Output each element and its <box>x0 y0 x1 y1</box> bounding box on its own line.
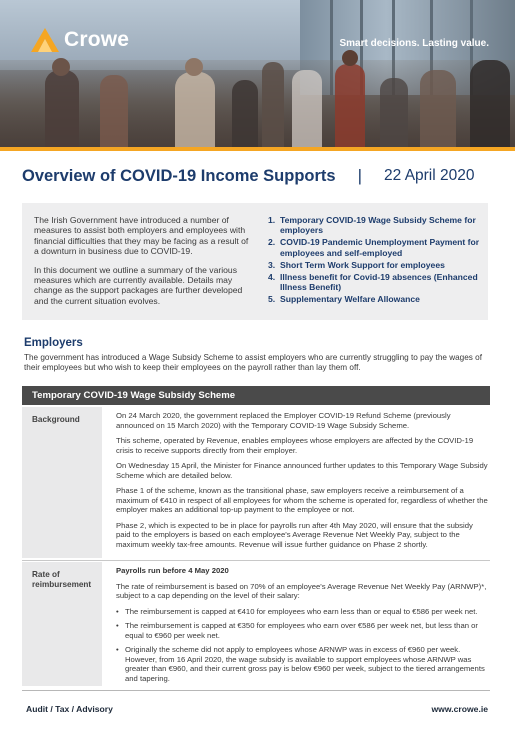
scheme-title-band <box>22 386 490 405</box>
footer-website-link[interactable]: www.crowe.ie <box>431 704 488 714</box>
page-title: Overview of COVID-19 Income Supports <box>22 166 336 185</box>
employers-intro: The government has introduced a Wage Subsidy Scheme to assist employers who are currently struggling to pay the wages of their employees but who wish to keep their employees on the payroll rather than lay them off. <box>24 353 482 373</box>
intro-text <box>34 215 249 314</box>
scheme-title: Temporary COVID-19 Wage Subsidy Scheme <box>32 390 236 401</box>
reimbursement-paragraph: The rate of reimbursement is based on 70% of an employee's Average Revenue Net Weekly Pay (ARNWP)*, subject to a cap depending on the level of their salary: <box>116 581 487 600</box>
background-paragraph: Phase 1 of the scheme, known as the transitional phase, saw employers receive a reimbursement of a maximum of €410 in respect of all employees for whom the scheme is operated for, regardless of whether the employer makes an additional top-up payment to the employee or not. <box>116 486 488 514</box>
crowe-logo-icon <box>30 27 60 53</box>
reimbursement-label: Rate of reimbursement <box>32 570 92 589</box>
reimbursement-bullets <box>116 607 488 684</box>
measure-item: 1. Temporary COVID-19 Wage Subsidy Scheme for employers <box>268 215 476 236</box>
bullet-item: • The reimbursement is capped at €410 for employees who earn less than or equal to €586 per week net. <box>116 607 488 617</box>
title-separator: | <box>357 166 362 185</box>
background-paragraph: Phase 2, which is expected to be in place for payrolls run after 4th May 2020, will ensure that the subsidy paid to the employers is based on each employee's Average Revenue Net Weekly Pay, subject to the maximum weekly tax-free amounts. Revenue will issue further guidance on Phase 2 shortly. <box>116 520 473 549</box>
crowe-logo[interactable] <box>30 27 129 53</box>
measure-item: 4. Illness benefit for Covid-19 absences (Enhanced Illness Benefit) <box>268 272 478 293</box>
brand-name: Crowe <box>64 28 130 51</box>
background-label: Background <box>32 415 80 424</box>
row-divider <box>22 560 490 561</box>
bullet-item: • Originally the scheme did not apply to employees whose ARNWP was in excess of €960 per week. However, from 16 April 2020, the wage subsidy is available to support employees whose ARNWP was greater than €960, and their current gross pay is below €960 per week, subject to the tiered arrangements and tapering. <box>116 645 488 683</box>
title-row <box>22 166 492 186</box>
reimbursement-subheading: Payrolls run before 4 May 2020 <box>116 566 229 575</box>
measure-item: 5. Supplementary Welfare Allowance <box>268 294 420 305</box>
reimbursement-label-cell <box>22 562 102 686</box>
background-content <box>116 411 488 555</box>
background-paragraph: On Wednesday 15 April, the Minister for Finance announced further updates to this Temporary Wage Subsidy Scheme which are detailed below. <box>116 461 488 480</box>
employers-heading: Employers <box>24 337 83 349</box>
background-paragraph: This scheme, operated by Revenue, enables employees whose employers are affected by the COVID-19 crisis to receive supports directly from their employer. <box>116 436 474 455</box>
hero-accent-bar <box>0 147 515 151</box>
hero-banner-image <box>0 0 515 149</box>
intro-box <box>22 203 488 320</box>
footer-services: Audit / Tax / Advisory <box>26 704 113 714</box>
measure-item: 2. COVID-19 Pandemic Unemployment Payment for employees and self-employed <box>268 237 480 258</box>
publication-date: 22 April 2020 <box>384 167 475 184</box>
intro-paragraph: In this document we outline a summary of the various measures which are currently available. Details may change as the support packages are further developed and the current situation evolves. <box>34 264 243 306</box>
reimbursement-content <box>116 566 488 688</box>
bullet-item: • The reimbursement is capped at €350 for employees who earn over €586 per week net, but less than or equal to €960 per week net. <box>116 621 488 640</box>
footer-divider <box>22 690 490 691</box>
intro-paragraph: The Irish Government have introduced a number of measures to assist both employers and employees with financial difficulties that they may be facing as a result of a downturn in business due to COVID-19. <box>34 215 249 257</box>
background-label-cell <box>22 407 102 558</box>
measure-item: 3. Short Term Work Support for employees <box>268 259 445 270</box>
measures-list <box>268 215 483 307</box>
tagline: Smart decisions. Lasting value. <box>339 38 489 49</box>
background-paragraph: On 24 March 2020, the government replaced the Employer COVID-19 Refund Scheme (previously announced on 15 March 2020) with the Temporary COVID-19 Wage Subsidy Scheme. <box>116 411 451 430</box>
